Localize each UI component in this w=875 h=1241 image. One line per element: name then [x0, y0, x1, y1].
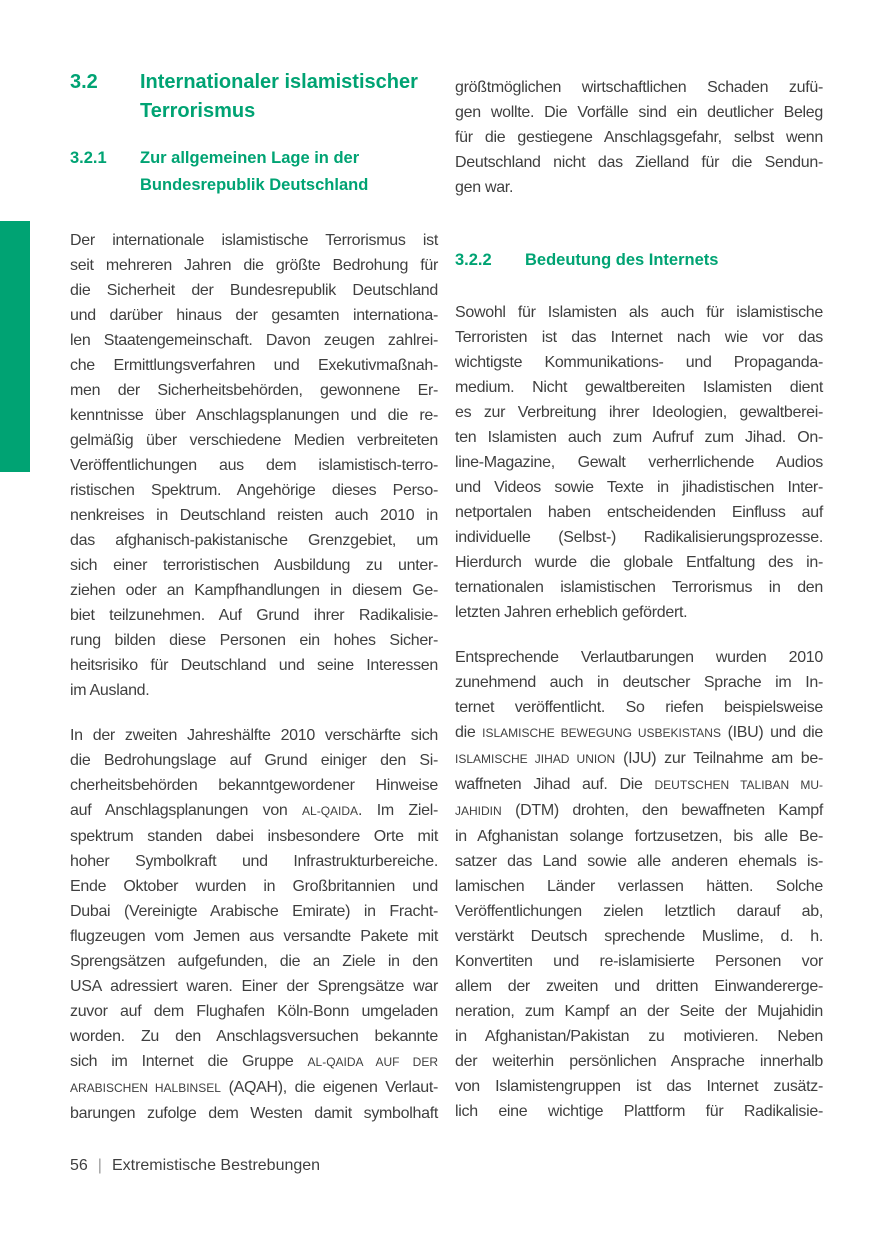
- text-line: sich einer terroristischen Ausbildung zu unter-: [70, 557, 438, 574]
- text-line: letzten Jahren erheblich gefördert.: [455, 604, 688, 621]
- text-line: netportalen haben entscheidenden Einfluss auf: [455, 504, 823, 521]
- text-line: Veröffentlichungen aus dem islamistisch-terro-: [70, 457, 438, 474]
- text-line: len Staatengemeinschaft. Davon zeugen zahlrei-: [70, 332, 438, 349]
- paragraph: [455, 75, 823, 200]
- text-line: Zur allgemeinen Lage in der: [140, 149, 360, 167]
- text-line: die ISLAMISCHE BEWEGUNG USBEKISTANS (IBU) und die: [455, 724, 823, 741]
- text-line: spektrum standen dabei insbesondere Orte mit: [70, 828, 438, 845]
- text-line: ternationalen islamistischen Terrorismus in den: [455, 579, 823, 596]
- text-line: und darüber hinaus der gesamten internationa-: [70, 307, 438, 324]
- text-line: che Ermittlungsverfahren und Exekutivmaßnah-: [70, 357, 438, 374]
- text-line: in Afghanistan solange fortzusetzen, bis alle Be-: [455, 828, 823, 845]
- text-line: Konvertiten und re-islamisierte Personen vor: [455, 953, 823, 970]
- text-line: individuelle (Selbst-) Radikalisierungsprozesse.: [455, 529, 823, 546]
- text-line: sich im Internet die Gruppe AL-QAIDA AUF DER: [70, 1053, 439, 1070]
- text-line: Ende Oktober wurden in Großbritannien und: [70, 878, 438, 895]
- left-column: [70, 68, 438, 1126]
- text-line: ternet veröffentlicht. So riefen beispielsweise: [455, 699, 823, 716]
- text-line: Hierdurch wurde die globale Entfaltung des in-: [455, 554, 823, 571]
- right-column: [455, 75, 823, 1124]
- text-line: das afghanisch-pakistanische Grenzgebiet, um: [70, 532, 438, 549]
- text-line: es zur Verbreitung ihrer Ideologien, gewaltberei-: [455, 404, 823, 421]
- text-line: In der zweiten Jahreshälfte 2010 verschärfte sich: [70, 727, 438, 744]
- text-line: für die gestiegene Anschlagsgefahr, selbst wenn: [455, 129, 823, 146]
- text-line: ARABISCHEN HALBINSEL (AQAH), die eigenen Verlaut-: [70, 1079, 438, 1096]
- text-line: USA adressiert waren. Einer der Sprengsätze war: [70, 978, 438, 995]
- page-number: 56: [70, 1157, 88, 1174]
- paragraph: [70, 723, 438, 1126]
- text-line: flugzeugen vom Jemen aus versandte Pakete mit: [70, 928, 438, 945]
- text-line: worden. Zu den Anschlagsversuchen bekannte: [70, 1028, 438, 1045]
- text-line: satzer das Land sowie alle anderen ehemals is-: [455, 853, 823, 870]
- text-line: von Islamistengruppen ist das Internet zusätz-: [455, 1078, 823, 1095]
- text-line: hoher Symbolkraft und Infrastrukturbereiche.: [70, 853, 438, 870]
- text-line: medium. Nicht gewaltbereiten Islamisten dient: [455, 379, 823, 396]
- section-title: [140, 145, 438, 199]
- text-line: zunehmend auch in deutscher Sprache im In-: [455, 674, 823, 691]
- text-line: Dubai (Vereinigte Arabische Emirate) in Fracht-: [70, 903, 438, 920]
- text-line: zuvor auf dem Flughafen Köln-Bonn umgeladen: [70, 1003, 438, 1020]
- text-line: seit mehreren Jahren die größte Bedrohung für: [70, 257, 438, 274]
- text-line: gelmäßig über verschiedene Medien verbreiteten: [70, 432, 438, 449]
- text-line: die Bedrohungslage auf Grund einiger den Si-: [70, 752, 438, 769]
- text-line: Deutschland nicht das Zielland für die Sendun-: [455, 154, 823, 171]
- text-line: neration, zum Kampf an der Seite der Mujahidin: [455, 1003, 823, 1020]
- text-line: men der Sicherheitsbehörden, gewonnene Er-: [70, 382, 438, 399]
- text-line: Terrorismus: [140, 100, 256, 122]
- text-line: Terroristen ist das Internet nach wie vor das: [455, 329, 823, 346]
- paragraph: [455, 300, 823, 625]
- text-line: auf Anschlagsplanungen von AL-QAIDA. Im Ziel-: [70, 802, 438, 819]
- text-line: die Sicherheit der Bundesrepublik Deutschland: [70, 282, 438, 299]
- section-title: [140, 68, 438, 126]
- text-line: cherheitsbehörden bekanntgewordener Hinweise: [70, 777, 438, 794]
- section-heading-3-2-2: [455, 247, 823, 274]
- paragraph: [455, 645, 823, 1124]
- section-title: Bedeutung des Internets: [525, 251, 719, 269]
- page-footer: [70, 1155, 570, 1177]
- text-line: ten Islamisten auch zum Aufruf zum Jihad. On-: [455, 429, 823, 446]
- text-line: gen war.: [455, 179, 514, 196]
- section-heading-3-2: [70, 68, 438, 126]
- text-line: Veröffentlichungen zielen letztlich darauf ab,: [455, 903, 823, 920]
- text-line: barungen zufolge dem Westen damit symbolhaft: [70, 1105, 438, 1122]
- footer-section-title: Extremistische Bestrebungen: [111, 1157, 321, 1174]
- text-line: wichtigste Kommunikations- und Propaganda-: [455, 354, 823, 371]
- text-line: Internationaler islamistischer: [140, 71, 418, 93]
- text-line: allem der zweiten und dritten Einwandererge-: [455, 978, 823, 995]
- text-line: Sowohl für Islamisten als auch für islamistische: [455, 304, 823, 321]
- text-line: rung bilden diese Personen ein hohes Sicher-: [70, 632, 438, 649]
- text-line: Der internationale islamistische Terrorismus ist: [70, 232, 438, 249]
- section-number: 3.2.1: [70, 149, 107, 167]
- text-line: ziehen oder an Kampfhandlungen in diesem Ge-: [70, 582, 438, 599]
- text-line: Sprengsätzen aufgefunden, die an Ziele in den: [70, 953, 438, 970]
- footer-separator: |: [97, 1157, 102, 1174]
- text-line: heitsrisiko für Deutschland und seine Interessen: [70, 657, 438, 674]
- text-line: kenntnisse über Anschlagsplanungen und die re-: [70, 407, 438, 424]
- text-line: waffneten Jihad auf. Die DEUTSCHEN TALIBAN MU-: [455, 776, 823, 793]
- text-line: lamischen Länder verlassen hätten. Solche: [455, 878, 823, 895]
- text-line: biet teilzunehmen. Auf Grund ihrer Radikalisie-: [70, 607, 438, 624]
- text-line: der weiterhin persönlichen Ansprache innerhalb: [455, 1053, 823, 1070]
- section-number: 3.2: [70, 71, 98, 93]
- text-line: line-Magazine, Gewalt verherrlichende Audios: [455, 454, 823, 471]
- text-line: nenkreises in Deutschland reisten auch 2010 in: [70, 507, 438, 524]
- text-line: und Videos sowie Texte in jihadistischen Inter-: [455, 479, 823, 496]
- text-line: verstärkt Deutsch sprechende Muslime, d. h.: [455, 928, 823, 945]
- paragraph: [70, 228, 438, 703]
- left-margin-accent-bar: [0, 221, 30, 472]
- text-line: im Ausland.: [70, 682, 150, 699]
- text-line: gen wollte. Die Vorfälle sind ein deutlicher Beleg: [455, 104, 823, 121]
- text-line: JAHIDIN (DTM) drohten, den bewaffneten Kampf: [455, 802, 823, 819]
- text-line: Bundesrepublik Deutschland: [140, 176, 369, 194]
- text-line: ristischen Spektrum. Angehörige dieses Perso-: [70, 482, 438, 499]
- section-heading-3-2-1: [70, 145, 438, 199]
- text-line: in Afghanistan/Pakistan zu motivieren. Neben: [455, 1028, 823, 1045]
- text-line: lich eine wichtige Plattform für Radikalisie-: [455, 1103, 823, 1120]
- section-number: 3.2.2: [455, 251, 492, 269]
- text-line: ISLAMISCHE JIHAD UNION (IJU) zur Teilnahme am be-: [455, 750, 823, 767]
- text-line: größtmöglichen wirtschaftlichen Schaden zufü-: [455, 79, 823, 96]
- text-line: Entsprechende Verlautbarungen wurden 2010: [455, 649, 823, 666]
